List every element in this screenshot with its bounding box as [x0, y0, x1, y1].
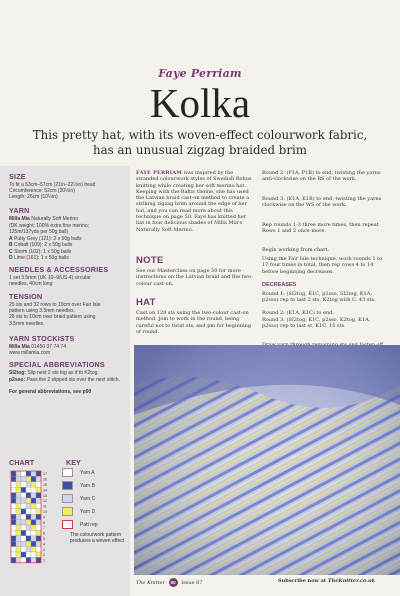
subscribe-text: Subscribe now at	[278, 578, 327, 584]
chart-cell	[16, 525, 21, 530]
yarn-detail: Putty Grey (121): 2 x 50g balls	[14, 235, 82, 242]
key-item	[62, 468, 95, 477]
general-abbrev-link: For general abbreviations, see p90	[9, 389, 92, 395]
chart-cell	[16, 493, 21, 498]
chart-row-number: 11	[43, 504, 47, 509]
chart-cell	[21, 552, 26, 557]
chart-cell	[31, 471, 36, 476]
chart-cell	[36, 476, 41, 481]
swatch-yarn-b	[62, 481, 73, 490]
key-item	[62, 494, 95, 503]
tension-text: 25 sts and 32 rows to 10cm over Fair Isle pattern using 3.5mm needles. 26 sts to 10cm over braid pattern using 3.5mm needles.	[9, 302, 101, 327]
chart-cell	[11, 498, 16, 503]
chart-cell	[36, 547, 41, 552]
chart-cell	[31, 552, 36, 557]
chart-cell	[26, 557, 31, 562]
abbrev-definition: Slip next 2 sts tog as if to K2tog.	[27, 370, 99, 376]
abbrev-term: p2sso:	[9, 376, 26, 383]
key-label: Yarn D	[80, 508, 96, 515]
chart-cell	[36, 541, 41, 546]
yarn-letter: D	[9, 255, 13, 261]
key-item	[62, 507, 95, 516]
chart-cell	[11, 503, 16, 508]
abbrev-definition: Pass the 2 slipped sts over the next stitch.	[26, 376, 120, 383]
decrease-round-1: Round 1: (SI2tog, K1C, p2sso, SI2tog, K1A, p2sso) rep to last 2 sts, K2tog with C. 43 sts.	[262, 291, 376, 304]
needles-heading: NEEDLES & ACCESSORIES	[9, 265, 109, 274]
abbreviation-1	[9, 370, 127, 376]
round-2: Round 2: (P1A, P1B) to end, twisting the yarns anti-clockwise on the RS of the work.	[262, 170, 381, 183]
footer-left	[136, 578, 202, 587]
chart-cell	[26, 487, 31, 492]
chart-cell	[31, 520, 36, 525]
yarn-detail: Cobalt (109): 2 x 50g balls	[14, 242, 73, 248]
yarn-brand-line	[9, 216, 127, 222]
chart-cell	[16, 530, 21, 535]
chart-cell	[11, 476, 16, 481]
intro-standfirst: This pretty hat, with its woven-effect colourwork fabric, has an unusual zigzag braided brim	[32, 128, 368, 157]
chart-cell	[26, 547, 31, 552]
chart-row-number: 12	[43, 499, 47, 504]
chart-cell	[31, 487, 36, 492]
size-text: To fit a 53cm–57cm (21in–22½in) head Circumference: 52cm (20½in) Length: 26cm (10¼in)	[9, 182, 96, 201]
hat-text: Cast on 128 sts using the two-colour cast-on method. Join to work in the round, being careful not to twist sts, and pm for beginning of round.	[136, 310, 251, 335]
chart-row-number: 5	[43, 537, 45, 541]
chart-row-number: 17	[43, 472, 47, 477]
chart-cell	[16, 509, 21, 514]
chart-cell	[36, 471, 41, 476]
chart-cell	[26, 530, 31, 535]
chart-cell	[21, 525, 26, 530]
yarn-heading: YARN	[9, 206, 30, 215]
chart-cell	[21, 547, 26, 552]
chart-cell	[26, 552, 31, 557]
chart-cell	[21, 514, 26, 519]
chart-cell	[26, 514, 31, 519]
stockists-contact: 01450 37 74 74 www.millamia.com	[9, 344, 66, 357]
chart-cell	[31, 509, 36, 514]
yarn-list-item	[9, 236, 127, 242]
chart-cell	[11, 493, 16, 498]
chart-cell	[16, 503, 21, 508]
decrease-round-3: Round 3: (SI2tog, K1C, p2sso, K2tog, K1A, p2sso) rep to last st, K1C. 15 sts.	[262, 317, 371, 330]
decrease-round-2: Round 2: (K1A, K1C) to end.	[262, 310, 334, 316]
chart-cell	[31, 541, 36, 546]
chart-cell	[31, 503, 36, 508]
chart-cell	[21, 493, 26, 498]
chart-cell	[11, 482, 16, 487]
size-heading: SIZE	[9, 172, 26, 181]
chart-cell	[26, 536, 31, 541]
chart-cell	[36, 509, 41, 514]
pattern-title: Kolka	[149, 80, 251, 126]
note-text: See our Masterclass on page 50 for more instructions on the Latvian braid and the two-colour cast-on.	[136, 268, 253, 287]
chart-cell	[26, 493, 31, 498]
chart-cell	[11, 514, 16, 519]
key-heading: KEY	[66, 458, 81, 467]
chart-row-number: 7	[43, 526, 45, 531]
yarn-letter: B	[9, 242, 13, 248]
chart-cell	[26, 482, 31, 487]
chart-cell	[36, 552, 41, 557]
photo-caption: The colourwork pattern produces a woven effect	[70, 532, 125, 544]
needles-text: 1 set 3.5mm (UK 10–9/US 4) circular needles, 40cm long	[9, 275, 91, 288]
chart-cell	[16, 520, 21, 525]
chart-cell	[31, 482, 36, 487]
yarn-list-item	[9, 255, 127, 261]
intro-paragraph: was inspired by the stranded colourwork styles of Swedish Bohus knitting while creating her soft merino hat. Keeping with the Baltic theme, she has used the Latvian braid cast-on method to create a striking zigzag brim around the edge of her hat, and you can read more about this technique on page 50. Faye has knitted her hat in four delicious shades of Milla Mia's Naturally Soft Merino.	[136, 170, 252, 233]
chart-cell	[26, 525, 31, 530]
page-number-badge: 00	[170, 580, 176, 585]
knitted-fabric-photo	[134, 345, 400, 575]
chart-cell	[36, 503, 41, 508]
chart-cell	[31, 547, 36, 552]
chart-cell	[31, 493, 36, 498]
chart-cell	[36, 487, 41, 492]
chart-cell	[16, 557, 21, 562]
chart-cell	[11, 530, 16, 535]
abbrev-term: SI2tog:	[9, 370, 26, 376]
byline: FAYE PERRIAM	[136, 170, 183, 176]
chart-cell	[11, 541, 16, 546]
chart-cell	[16, 476, 21, 481]
chart-cell	[26, 520, 31, 525]
chart-cell	[26, 471, 31, 476]
chart-cell	[31, 536, 36, 541]
column-1-intro	[136, 170, 254, 233]
chart-row-number: 2	[43, 553, 45, 558]
key-label: Yarn A	[80, 469, 95, 476]
chart-cell	[36, 498, 41, 503]
key-label: Yarn B	[80, 482, 95, 489]
chart-cell	[36, 493, 41, 498]
chart-cell	[26, 541, 31, 546]
abbreviation-2	[9, 377, 127, 383]
yarn-detail: Storm (102): 1 x 50g balls	[14, 248, 72, 255]
chart-row-number: 4	[43, 542, 45, 547]
chart-cell	[11, 547, 16, 552]
key-label: Patt rep	[80, 521, 98, 528]
chart-row-number: 6	[43, 531, 45, 536]
chart-cell	[16, 471, 21, 476]
chart-cell	[21, 503, 26, 508]
chart-cell	[21, 520, 26, 525]
yarn-spec: (DK weight; 100% extra fine merino; 125m/137yds per 50g ball)	[9, 222, 90, 235]
chart-cell	[11, 520, 16, 525]
yarn-brand: Milla Mia	[9, 216, 30, 222]
chart-cell	[36, 525, 41, 530]
chart-cell	[11, 487, 16, 492]
key-label: Yarn C	[80, 495, 96, 502]
chart-cell	[21, 476, 26, 481]
chart-cell	[16, 514, 21, 519]
tension-heading: TENSION	[9, 292, 43, 301]
chart-cell	[11, 525, 16, 530]
chart-cell	[11, 536, 16, 541]
begin-chart: Begin working from chart.	[262, 247, 330, 253]
chart-cell	[11, 552, 16, 557]
chart-cell	[21, 536, 26, 541]
chart-row-number: 9	[43, 515, 45, 520]
chart-cell	[36, 514, 41, 519]
chart-cell	[36, 482, 41, 487]
swatch-yarn-c	[62, 494, 73, 503]
chart-cell	[21, 471, 26, 476]
round-3: Round 3: (K1A, K1B) to end, twisting the yarns clockwise on the WS of the work.	[262, 196, 382, 209]
hat-heading: HAT	[136, 297, 156, 308]
yarn-list-item	[9, 242, 127, 248]
chart-row-number: 8	[43, 520, 45, 525]
chart-row-number: 1	[43, 558, 45, 563]
chart-row-number: 16	[43, 477, 47, 482]
swatch-yarn-a	[62, 468, 73, 477]
swatch-yarn-d	[62, 507, 73, 516]
chart-cell	[26, 476, 31, 481]
chart-cell	[36, 536, 41, 541]
key-item	[62, 481, 95, 490]
chart-cell	[31, 557, 36, 562]
chart-cell	[11, 557, 16, 562]
chart-cell	[31, 476, 36, 481]
yarn-list-item	[9, 249, 127, 255]
note-heading: NOTE	[136, 255, 164, 266]
yarn-letter: C	[9, 248, 13, 255]
chart-row-number: 10	[43, 510, 47, 514]
issue-number: Issue 67	[181, 580, 203, 586]
stockists-brand: Milla Mia	[9, 344, 30, 350]
chart-cell	[21, 541, 26, 546]
chart-cell	[36, 557, 41, 562]
swatch-patt-rep	[62, 520, 73, 529]
chart-cell	[36, 520, 41, 525]
colourwork-chart	[9, 469, 53, 565]
chart-cell	[11, 471, 16, 476]
chart-cell	[21, 487, 26, 492]
designer-name: Faye Perriam	[158, 67, 242, 80]
chart-cell	[31, 530, 36, 535]
chart-cell	[16, 552, 21, 557]
repeat-text: Rep rounds 1-3 three more times, then repeat Rows 1 and 2 once more.	[262, 222, 379, 235]
chart-cell	[21, 482, 26, 487]
chart-cell	[21, 498, 26, 503]
chart-cell	[21, 509, 26, 514]
chart-row-number: 13	[43, 493, 47, 498]
yarn-detail: Lime (161): 1 x 50g balls	[14, 255, 69, 261]
chart-cell	[16, 498, 21, 503]
chart-cell	[16, 482, 21, 487]
chart-cell	[26, 509, 31, 514]
website-link[interactable]: TheKnitter.co.uk	[327, 578, 376, 584]
fair-isle-text: Using the Fair Isle technique, work rounds 1 to 17 four times in total, then rep rows 4 to 14 before beginning decreases.	[262, 256, 383, 275]
chart-cell	[16, 487, 21, 492]
chart-cell	[16, 547, 21, 552]
decreases-heading: DECREASES	[262, 282, 297, 288]
yarn-letter: A	[9, 235, 13, 242]
chart-row-number: 3	[43, 547, 45, 552]
chart-cell	[16, 536, 21, 541]
chart-cell	[26, 503, 31, 508]
chart-cell	[31, 514, 36, 519]
stockists-text	[9, 344, 127, 356]
chart-cell	[31, 498, 36, 503]
chart-row-number: 15	[43, 483, 47, 487]
chart-cell	[26, 498, 31, 503]
chart-heading: CHART	[9, 458, 35, 467]
footer-right	[278, 578, 375, 584]
chart-cell	[16, 541, 21, 546]
chart-cell	[21, 530, 26, 535]
key-item	[62, 520, 98, 529]
chart-row-number: 14	[43, 488, 47, 493]
abbreviations-heading: SPECIAL ABBREVIATIONS	[9, 360, 105, 369]
chart-cell	[36, 530, 41, 535]
stockists-heading: YARN STOCKISTS	[9, 334, 75, 343]
chart-cell	[11, 509, 16, 514]
chart-cell	[21, 557, 26, 562]
yarn-name: Naturally Soft Merino	[31, 216, 78, 222]
magazine-name: The Knitter	[136, 580, 166, 586]
chart-cell	[31, 525, 36, 530]
